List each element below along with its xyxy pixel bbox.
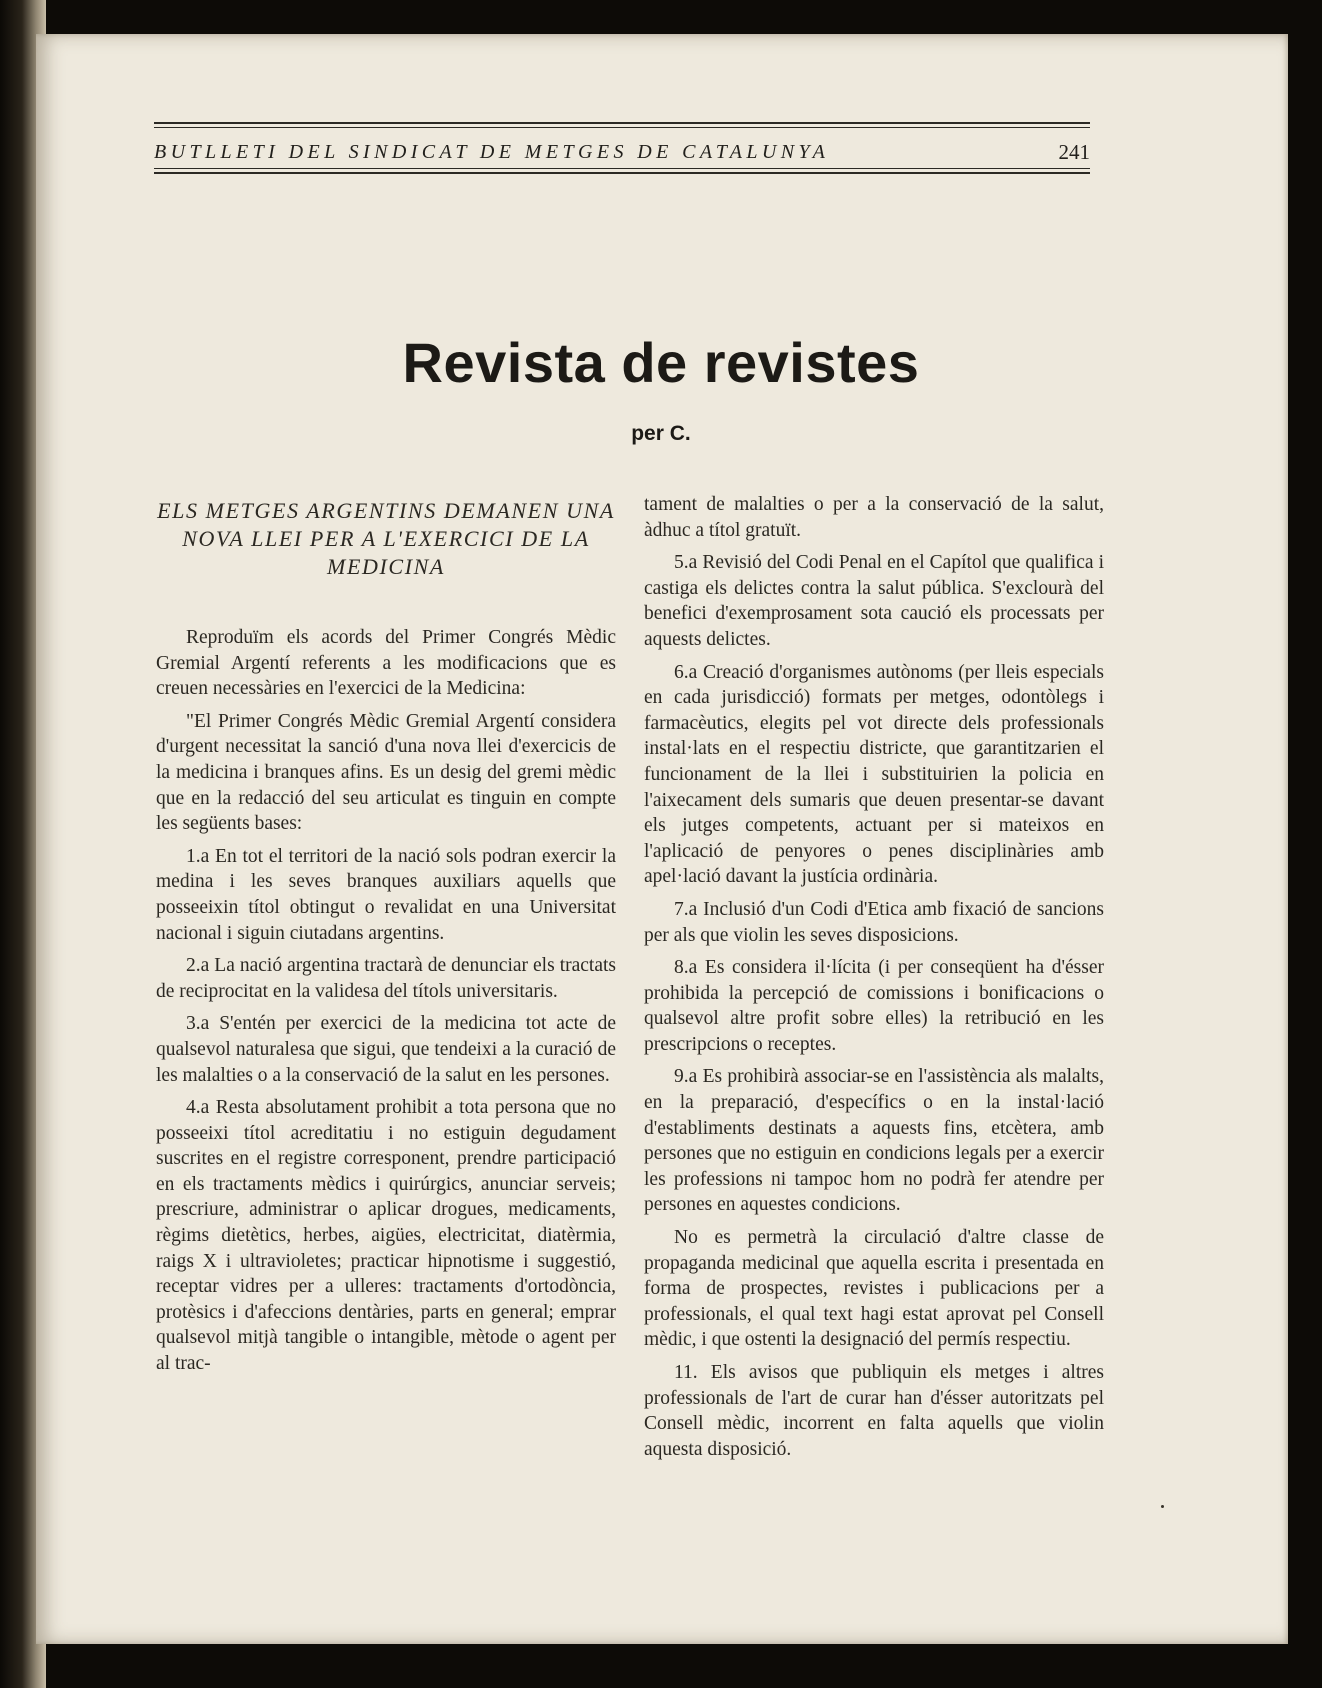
article-byline: per C. [631, 422, 691, 445]
right-column [644, 492, 1104, 1469]
paragraph: tament de malalties o per a la conservació de la salut, àdhuc a títol gratuït. [644, 494, 1104, 541]
header-rule-bottom-thin [154, 168, 1090, 169]
print-speck [1161, 1505, 1164, 1508]
running-title: BUTLLETI DEL SINDICAT DE METGES DE CATALUNYA [154, 141, 830, 163]
paragraph: 4.a Resta absolutament prohibit a tota persona que no posseeixi títol acreditatiu i no estiguin degudament suscrites en el registre corresponent, prendre participació en els tractaments mèdics i quirúrgics, anunciar serveis; prescriure, administrar o aplicar drogues, medicaments, règims dietètics, herbes, aigües, electricitat, diatèrmia, raigs X i ultravioletes; practicar hipnotisme i suggestió, receptar vidres per a ulleres: tractaments d'ortodòncia, protèsics i d'afeccions dentàries, parts en general; emprar qualsevol mitjà tangible o intangible, mètode o agent per al trac- [156, 1097, 616, 1375]
paragraph: No es permetrà la circulació d'altre classe de propaganda medicinal que aquella escrita i presentada en forma de prospectes, revistes i publicacions per a professionals, el qual text hagi estat aprovat pel Consell mèdic, i que ostenti la designació del permís respectiu. [644, 1227, 1104, 1351]
header-text [154, 140, 1090, 165]
header-rule-top [154, 122, 1090, 124]
paragraph: 3.a S'entén per exercici de la medicina tot acte de qualsevol naturalesa que sigui, que tendeixi a la curació de les malalties o a la conservació de la salut en les persones. [156, 1013, 616, 1086]
header-rule-top-thin [154, 127, 1090, 128]
paragraph: 1.a En tot el territori de la nació sols podran exercir la medina i les seves branques auxiliars aquells que posseeixin títol obtingut o revalidat en una Universitat nacional i siguin ciutadans argentins. [156, 845, 616, 944]
paragraph: 7.a Inclusió d'un Codi d'Etica amb fixació de sancions per als que violin les seves disposicions. [644, 898, 1104, 946]
page-number: 241 [1058, 140, 1090, 164]
paragraph: "El Primer Congrés Mèdic Gremial Argentí considera d'urgent necessitat la sanció d'una nova llei d'exercicis de la medicina i branques afins. Es un desig del gremi mèdic que en la redacció del seu articulat es tinguin en compte les següents bases: [156, 710, 616, 835]
header-rule-bottom [154, 172, 1090, 174]
left-column [156, 497, 616, 1384]
paragraph: Reproduïm els acords del Primer Congrés Mèdic Gremial Argentí referents a les modificacions que es creuen necessàries en l'exercici de la Medicina: [156, 627, 616, 700]
paragraph: 5.a Revisió del Codi Penal en el Capítol que qualifica i castiga els delictes contra la salut pública. S'exclourà del benefici d'exemprosament sota caució els processats per aquests delictes. [644, 552, 1104, 650]
paragraph: 8.a Es considera il·lícita (i per conseqüent ha d'ésser prohibida la percepció de comissions i bonificacions o qualsevol altre profit sobre elles) la retribució en les prescripcions o receptes. [644, 957, 1104, 1055]
paragraph: 2.a La nació argentina tractarà de denunciar els tractats de reciprocitat en la validesa del títols universitaris. [156, 955, 616, 1002]
paragraph: 11. Els avisos que publiquin els metges i altres professionals de l'art de curar han d'ésser autoritzats pel Consell mèdic, incorrent en falta aquells que violin aquesta disposició. [644, 1362, 1104, 1460]
article-title: Revista de revistes [402, 331, 920, 394]
paragraph: 9.a Es prohibirà associar-se en l'assistència als malalts, en la preparació, d'específics o en la instal·lació d'establiments destinats a aquests fins, etcètera, amb persones que no estiguin en condicions legals per a exercir les professions ni tampoc hom no podrà fer atendre per persones en aquestes condicions. [644, 1066, 1104, 1216]
running-header [154, 122, 1090, 182]
section-heading: ELS METGES ARGENTINS DEMANEN UNA NOVA LLEI PER A L'EXERCICI DE LA MEDICINA [157, 498, 615, 579]
paragraph: 6.a Creació d'organismes autònoms (per lleis especials en cada jurisdicció) formats per metges, odontòlegs i farmacèutics, elegits pel vot directe dels professionals instal·lats en el respectiu districte, que garantitzarien el funcionament de la llei i substituirien la policia en l'aixecament dels sumaris que deuen presentar-se davant els jutges competents, actuant per si mateixos en l'aplicació de penyores o penes disciplinàries amb apel·lació davant la justícia ordinària. [644, 661, 1104, 888]
